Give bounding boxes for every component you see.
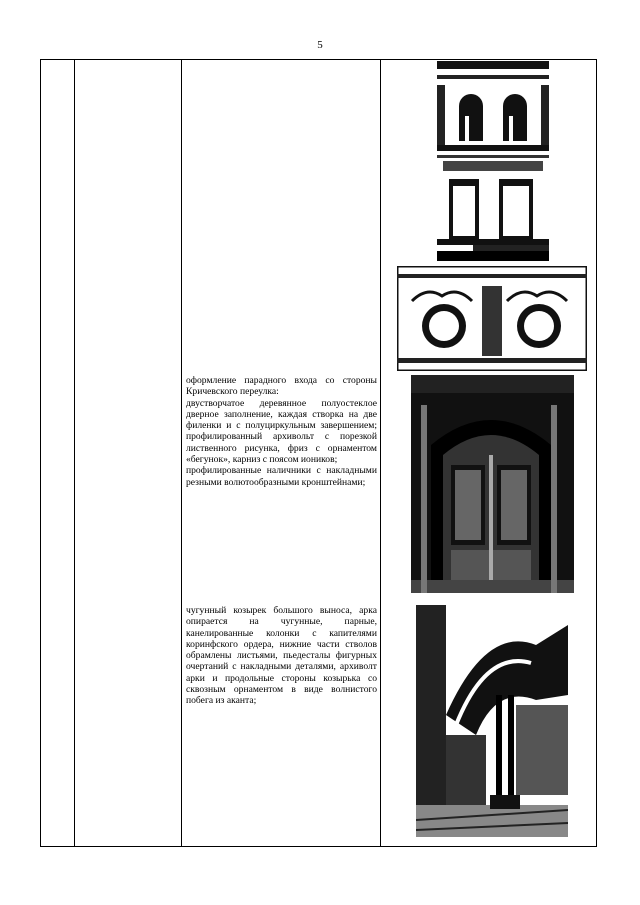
column-divider-3 [380,60,381,846]
page-number: 5 [317,39,323,51]
canopy-description [186,605,377,707]
canopy-photo [416,605,568,837]
entrance-paragraph-2: двустворчатое деревянное полуостеклое дверное заполнение, каждая створка на две филенки и с полуциркульным завершением; профилированный архивольт с порезкой лиственного рисунка, фриз с орнаментом «бегунок», карниз с поясом иоников; [186,397,377,466]
ornament-photo [397,266,587,371]
facade-photo [437,61,549,261]
column-divider-1 [74,60,75,846]
entrance-paragraph-1: оформление парадного входа со стороны Кричевского переулка: [186,375,377,398]
canopy-paragraph-1: чугунный козырек большого выноса, арка опирается на чугунные, парные, канелированные колонки с капителями коринфского ордера, нижние части стволов обрамлены листьями, пьедесталы фигурных очертаний с накладными деталями, архиволт арки и продольные стороны козырька со сквозным орнаментом в виде волнистого побега из аканта; [186,605,377,707]
entrance-description [186,375,377,488]
entrance-paragraph-3: профилированные наличники с накладными резными волютообразными кронштейнами; [186,465,377,488]
column-divider-2 [181,60,182,846]
entrance-door-photo [411,375,574,593]
